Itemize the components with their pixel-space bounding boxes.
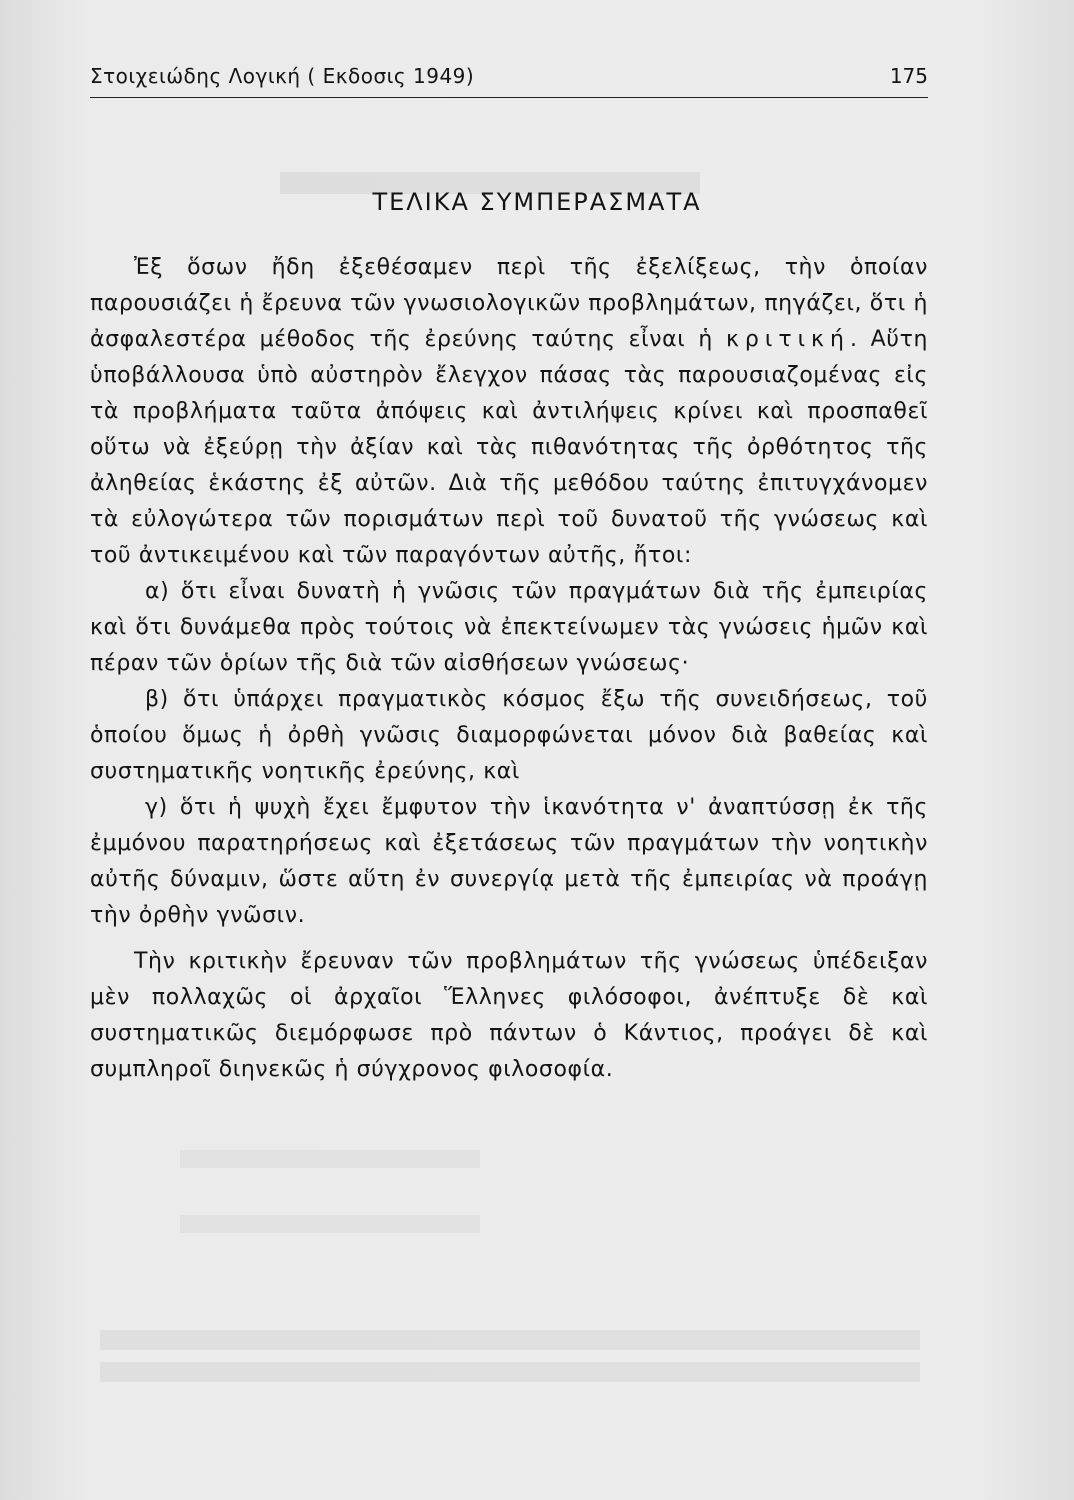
list-item-c: γ) ὅτι ἡ ψυχὴ ἔχει ἔμφυτον τὴν ἱκανότητα ν' ἀναπτύσσῃ ἐκ τῆς ἐμμόνου παρατηρήσεως καὶ ἐξετάσεως τῶν πραγμάτων τὴν νοητικὴν αὐτῆς δύναμιν, ὥστε αὕτη ἐν συνεργίᾳ μετὰ τῆς ἐμπειρίας νὰ προάγῃ τὴν ὀρθὴν γνῶσιν. (90, 795, 928, 928)
page-number: 175 (889, 64, 928, 88)
list-item-a: α) ὅτι εἶναι δυνατὴ ἡ γνῶσις τῶν πραγμάτων διὰ τῆς ἐμπειρίας καὶ ὅτι δυνάμεθα πρὸς τούτοις νὰ ἐπεκτείνωμεν τὰς γνώσεις ἡμῶν καὶ πέραν τῶν ὁρίων τῆς διὰ τῶν αἰσθήσεων γνώσεως· (90, 579, 928, 676)
section-heading: ΤΕΛΙΚΑ ΣΥΜΠΕΡΑΣΜΑΤΑ (372, 188, 702, 216)
paragraph-2: Τὴν κριτικὴν ἔρευναν τῶν προβλημάτων τῆς γνώσεως ὑπέδειξαν μὲν πολλαχῶς οἱ ἀρχαῖοι Ἕλληνες φιλόσοφοι, ἀνέπτυξε δὲ καὶ συστηματικῶς διεμόρφωσε πρὸ πάντων ὁ Κάντιος, προάγει δὲ καὶ συμπληροῖ διηνεκῶς ἡ σύγχρονος φιλοσοφία. (90, 949, 928, 1082)
header-rule (90, 97, 928, 98)
paragraph-1-start: Ἐξ ὅσων ἤδη ἐξεθέσαμεν περὶ τῆς ἐξελίξεως, τὴν ὁποίαν παρουσιάζει ἡ ἔρευνα τῶν γνωσιολογικῶν προβλημάτων, πηγάζει, ὅτι ἡ ἀσφαλεστέρα μέθοδος τῆς ἐρεύνης ταύτης εἶναι ἡ (90, 255, 928, 352)
show-through-shadow (100, 1330, 920, 1350)
paragraph-1-emphasis: κριτική (725, 327, 850, 352)
paragraph-1 (90, 250, 928, 574)
show-through-shadow (180, 1215, 480, 1233)
running-header (90, 64, 928, 98)
list-item-b: β) ὅτι ὑπάρχει πραγματικὸς κόσμος ἔξω τῆς συνειδήσεως, τοῦ ὁποίου ὅμως ἡ ὀρθὴ γνῶσις διαμορφώνεται μόνον διὰ βαθείας καὶ συστηματικῆς νοητικῆς ἐρεύνης, καὶ (90, 687, 928, 784)
running-title: Στοιχειώδης Λογική ( Εκδοσις 1949) (90, 64, 475, 88)
body-text (90, 250, 928, 1088)
show-through-shadow (100, 1362, 920, 1382)
paragraph-1-rest: . Αὕτη ὑποβάλλουσα ὑπὸ αὐστηρὸν ἔλεγχον πάσας τὰς παρουσιαζομένας εἰς τὰ προβλήματα ταῦτα ἀπόψεις καὶ ἀντιλήψεις κρίνει καὶ προσπαθεῖ οὕτω νὰ ἐξεύρῃ τὴν ἀξίαν καὶ τὰς πιθανότητας τῆς ὀρθότητος τῆς ἀληθείας ἑκάστης ἐξ αὐτῶν. Διὰ τῆς μεθόδου ταύτης ἐπιτυγχάνομεν τὰ εὐλογώτερα τῶν πορισμάτων περὶ τοῦ δυνατοῦ τῆς γνώσεως καὶ τοῦ ἀντικειμένου καὶ τῶν παραγόντων αὐτῆς, ἤτοι: (90, 327, 928, 568)
show-through-shadow (180, 1150, 480, 1168)
